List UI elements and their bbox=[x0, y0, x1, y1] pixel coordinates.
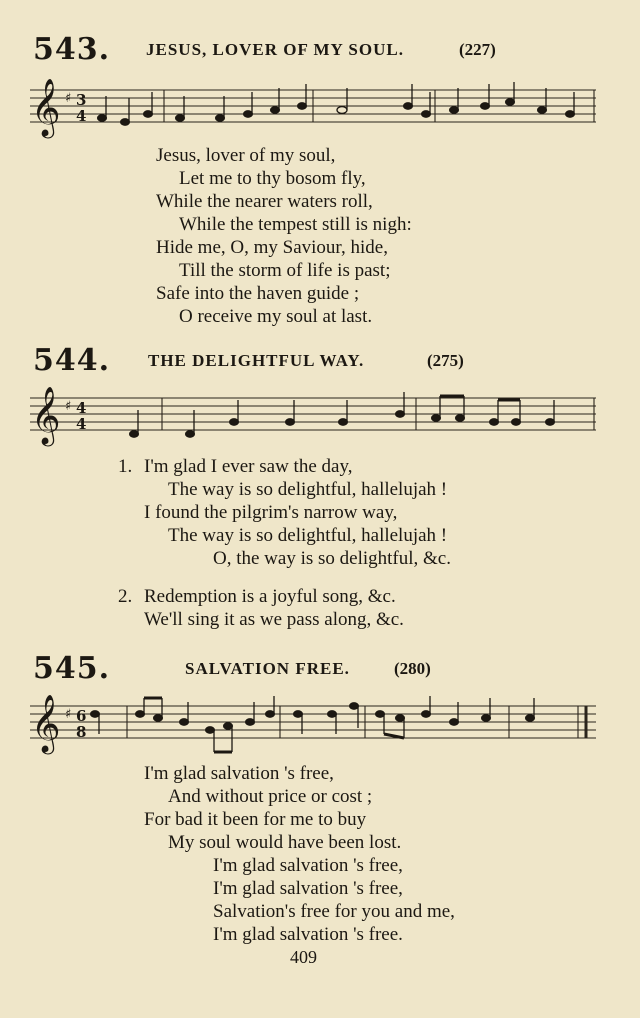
verse-line: The way is so delightful, hallelujah ! bbox=[168, 525, 448, 546]
verse-line: I'm glad salvation 's free, bbox=[144, 763, 334, 784]
music-staff-544 bbox=[30, 386, 596, 448]
svg-text:4: 4 bbox=[76, 415, 87, 433]
verse-line: While the nearer waters roll, bbox=[156, 191, 373, 212]
tune-number: (227) bbox=[459, 40, 496, 59]
music-staff-543 bbox=[30, 78, 596, 140]
hymn-number: 544. bbox=[33, 343, 111, 378]
verse-line: Jesus, lover of my soul, bbox=[156, 145, 336, 166]
verse-number: 1. bbox=[118, 456, 133, 477]
verse-line: I'm glad salvation 's free, bbox=[213, 878, 403, 899]
svg-text:3: 3 bbox=[76, 91, 87, 109]
verse-line: I found the pilgrim's narrow way, bbox=[144, 502, 398, 523]
verse-line: I'm glad salvation 's free, bbox=[213, 855, 403, 876]
svg-text:♯: ♯ bbox=[65, 91, 72, 106]
hymn-title: THE DELIGHTFUL WAY. bbox=[148, 351, 365, 370]
verse-line: Till the storm of life is past; bbox=[179, 260, 391, 281]
tune-number: (280) bbox=[394, 659, 431, 678]
verse-line: Hide me, O, my Saviour, hide, bbox=[156, 237, 388, 258]
hymn-number: 543. bbox=[33, 32, 111, 67]
svg-text:♯: ♯ bbox=[65, 707, 72, 722]
verse-line: I'm glad salvation 's free. bbox=[213, 924, 403, 945]
verse-line: I'm glad I ever saw the day, bbox=[144, 456, 353, 477]
verse-line: While the tempest still is nigh: bbox=[179, 214, 412, 235]
verse-line: My soul would have been lost. bbox=[168, 832, 402, 853]
hymn-number: 545. bbox=[33, 651, 111, 686]
hymn-545-header bbox=[0, 652, 640, 686]
treble-clef-icon: 𝄞 bbox=[31, 694, 61, 752]
verse-line: For bad it been for me to buy bbox=[144, 809, 367, 830]
verse-line: And without price or cost ; bbox=[168, 786, 373, 807]
hymn-543-header bbox=[0, 33, 640, 67]
verse-number: 2. bbox=[118, 586, 133, 607]
verse-line: Redemption is a joyful song, &c. bbox=[144, 586, 396, 607]
treble-clef-icon: 𝄞 bbox=[31, 386, 61, 444]
hymn-544-header bbox=[0, 344, 640, 378]
hymn-title: JESUS, LOVER OF MY SOUL. bbox=[146, 40, 404, 59]
treble-clef-icon: 𝄞 bbox=[31, 78, 61, 136]
verse-line: The way is so delightful, hallelujah ! bbox=[168, 479, 448, 500]
svg-text:6: 6 bbox=[76, 707, 87, 725]
verse-line: Let me to thy bosom fly, bbox=[179, 168, 366, 189]
svg-text:♯: ♯ bbox=[65, 399, 72, 414]
verse-line: Salvation's free for you and me, bbox=[213, 901, 455, 922]
page-number: 409 bbox=[290, 947, 317, 967]
svg-text:4: 4 bbox=[76, 399, 87, 417]
verse-line: O, the way is so delightful, &c. bbox=[213, 548, 451, 569]
music-staff-545 bbox=[30, 694, 596, 758]
verse-line: Safe into the haven guide ; bbox=[156, 283, 360, 304]
svg-text:4: 4 bbox=[76, 107, 87, 125]
hymn-title: SALVATION FREE. bbox=[185, 659, 350, 678]
verse-line: We'll sing it as we pass along, &c. bbox=[144, 609, 404, 630]
svg-text:8: 8 bbox=[76, 723, 87, 741]
verse-line: O receive my soul at last. bbox=[179, 306, 373, 327]
tune-number: (275) bbox=[427, 351, 464, 370]
